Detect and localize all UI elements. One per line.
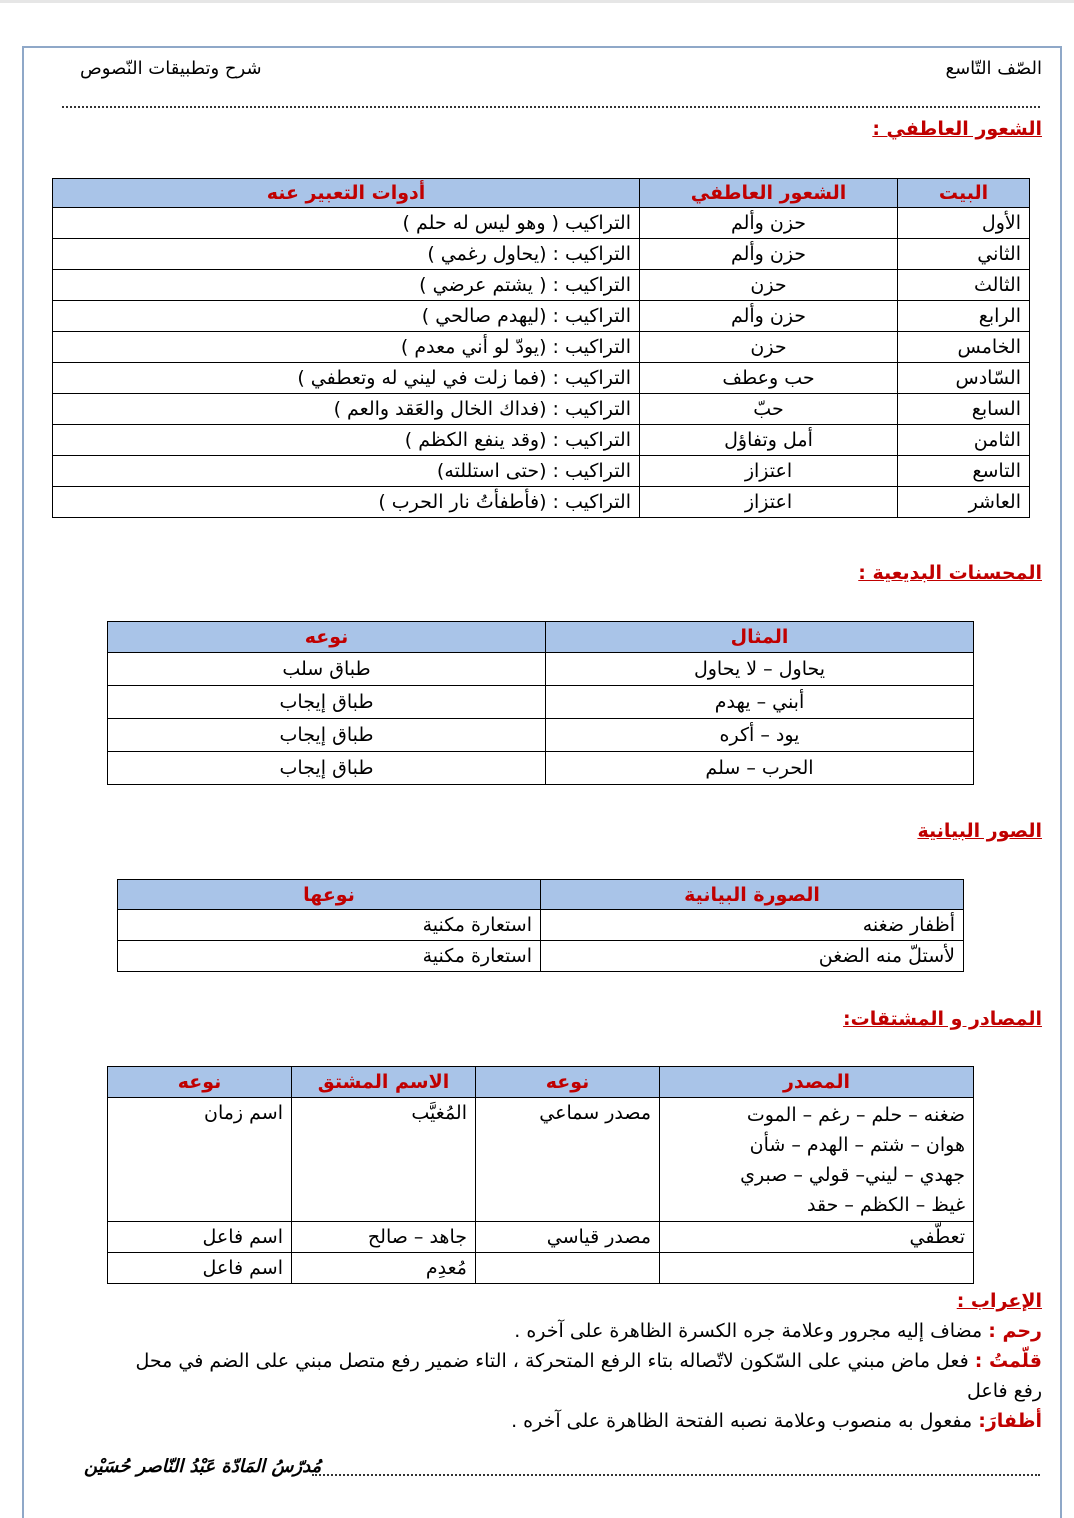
section-title-images: الصور البيانية (917, 820, 1042, 842)
tools-cell: التراكيب : (فأطفأتُ نار الحرب ) (53, 487, 640, 518)
masdar-cell: تعطّفي (660, 1222, 974, 1253)
feeling-cell: حزن وألم (640, 301, 898, 332)
col-header-example: المثال (546, 622, 974, 653)
example-cell: الحرب – سلم (546, 752, 974, 785)
tools-cell: التراكيب : (وقد ينفع الكظم ) (53, 425, 640, 456)
derived-type-cell: اسم فاعل (108, 1222, 292, 1253)
derived-type-cell: اسم زمان (108, 1098, 292, 1222)
table-row (118, 910, 964, 941)
derivs-table (107, 1066, 974, 1284)
masdar-type-cell: مصدر سماعي (476, 1098, 660, 1222)
table-row (53, 487, 1030, 518)
section-title-badee: المحسنات البديعية : (858, 562, 1042, 584)
col-header-derived: الاسم المشتق (292, 1067, 476, 1098)
badee-header-row (108, 622, 974, 653)
table-row (108, 1098, 974, 1222)
col-header-masdar: المصدر (660, 1067, 974, 1098)
feeling-cell: أمل وتفاؤل (640, 425, 898, 456)
section-title-derivs: المصادر و المشتقات: (843, 1008, 1042, 1030)
table-row (108, 752, 974, 785)
masdar-cell (660, 1253, 974, 1284)
feeling-cell: حزن وألم (640, 239, 898, 270)
irab-word: قلّمتُ : (974, 1350, 1042, 1372)
feeling-cell: حزن وألم (640, 208, 898, 239)
badee-table (107, 621, 974, 785)
section-title-feeling: الشعور العاطفي : (872, 118, 1042, 140)
feeling-cell: حب وعطف (640, 363, 898, 394)
verse-cell: السابع (898, 394, 1030, 425)
derived-cell: جاهد – صالح (292, 1222, 476, 1253)
irab-text: مفعول به منصوب وعلامة نصبه الفتحة الظاهرة على آخره . (511, 1410, 979, 1432)
col-header-derived-type: نوعه (108, 1067, 292, 1098)
type-cell: طباق إيجاب (108, 752, 546, 785)
feeling-cell: حزن (640, 332, 898, 363)
example-cell: يود – أكره (546, 719, 974, 752)
irab-line-2 (136, 1350, 1042, 1372)
verse-cell: الثامن (898, 425, 1030, 456)
type-cell: طباق إيجاب (108, 686, 546, 719)
table-row (108, 1253, 974, 1284)
tools-cell: التراكيب : (فداك الخال والعَقد والعم ) (53, 394, 640, 425)
section-title-irab: الإعراب : (956, 1290, 1042, 1312)
page-border-right (1060, 46, 1062, 1518)
irab-word: رحم : (988, 1320, 1042, 1342)
image-type-cell: استعارة مكنية (118, 910, 541, 941)
masdar-line: غيظ – الكظم – حقد (807, 1194, 965, 1216)
irab-text: مضاف إليه مجرور وعلامة جره الكسرة الظاهرة على آخره . (514, 1320, 989, 1342)
table-row (53, 332, 1030, 363)
verse-cell: الخامس (898, 332, 1030, 363)
type-cell: طباق إيجاب (108, 719, 546, 752)
col-header-masdar-type: نوعه (476, 1067, 660, 1098)
feeling-cell: حبّ (640, 394, 898, 425)
masdar-line: هوان – شتم – الهدم – شأن (749, 1134, 965, 1156)
tools-cell: التراكيب ( وهو ليس له حلم ) (53, 208, 640, 239)
table-row (53, 239, 1030, 270)
top-strip (0, 0, 1074, 3)
table-row (108, 686, 974, 719)
table-row (53, 363, 1030, 394)
col-header-image-type: نوعها (118, 880, 541, 910)
irab-line-3 (511, 1410, 1042, 1432)
col-header-tools: أدوات التعبير عنه (53, 179, 640, 208)
images-table (117, 879, 964, 972)
tools-cell: التراكيب : (يحاول رغمي ) (53, 239, 640, 270)
signature-text: مُدرّسُ المَادّة عَبْدُ النّاصر حُسَيْن (84, 1456, 322, 1477)
col-header-image: الصورة البيانية (541, 880, 964, 910)
verse-cell: العاشر (898, 487, 1030, 518)
images-header-row (118, 880, 964, 910)
table-row (53, 270, 1030, 301)
irab-word: أظفارَ: (978, 1410, 1042, 1432)
irab-line-2-cont: رفع فاعل (966, 1380, 1042, 1402)
feeling-header-row (53, 179, 1030, 208)
example-cell: أبني – يهدم (546, 686, 974, 719)
table-row (53, 208, 1030, 239)
table-row (53, 301, 1030, 332)
image-cell: أظفار ضغنه (541, 910, 964, 941)
masdar-line: ضغنه – حلم – رغم – الموت (746, 1104, 965, 1126)
table-row (108, 653, 974, 686)
tools-cell: التراكيب : (حتى استللته) (53, 456, 640, 487)
verse-cell: الرابع (898, 301, 1030, 332)
col-header-verse: البيت (898, 179, 1030, 208)
table-row (53, 425, 1030, 456)
grade-label: الصّف التّاسع (945, 58, 1042, 79)
col-header-type: نوعه (108, 622, 546, 653)
derivs-header-row (108, 1067, 974, 1098)
table-row (108, 1222, 974, 1253)
verse-cell: الثاني (898, 239, 1030, 270)
tools-cell: التراكيب : (فما زلت في ليني له وتعطفي ) (53, 363, 640, 394)
feeling-cell: حزن (640, 270, 898, 301)
verse-cell: الأول (898, 208, 1030, 239)
table-row (53, 394, 1030, 425)
masdar-cell (660, 1098, 974, 1222)
header-divider (62, 106, 1040, 108)
table-row (53, 456, 1030, 487)
subject-label: شرح وتطبيقات النّصوص (80, 58, 262, 79)
type-cell: طباق سلب (108, 653, 546, 686)
table-row (118, 941, 964, 972)
masdar-line: جهدي – ليني– قولي – صبري (740, 1164, 965, 1186)
tools-cell: التراكيب : (ليهدم صالحي ) (53, 301, 640, 332)
col-header-feeling: الشعور العاطفي (640, 179, 898, 208)
example-cell: يحاول – لا يحاول (546, 653, 974, 686)
derived-type-cell: اسم فاعل (108, 1253, 292, 1284)
teacher-signature (84, 1456, 321, 1477)
verse-cell: الثالث (898, 270, 1030, 301)
tools-cell: التراكيب : ( يشتم عرضي ) (53, 270, 640, 301)
masdar-type-cell (476, 1253, 660, 1284)
verse-cell: التاسع (898, 456, 1030, 487)
page-border-left (22, 46, 24, 1518)
verse-cell: السّادس (898, 363, 1030, 394)
irab-text: فعل ماض مبني على السّكون لاتّصاله بتاء الرفع المتحركة ، التاء ضمير رفع متصل مبني على الضم في محل (135, 1350, 975, 1372)
derived-cell: مُعدِم (292, 1253, 476, 1284)
image-type-cell: استعارة مكنية (118, 941, 541, 972)
feeling-table (52, 178, 1030, 518)
feeling-cell: اعتزاز (640, 456, 898, 487)
table-row (108, 719, 974, 752)
irab-line-1 (514, 1320, 1042, 1342)
derived-cell: المُغيَّب (292, 1098, 476, 1222)
masdar-type-cell: مصدر قياسي (476, 1222, 660, 1253)
feeling-cell: اعتزاز (640, 487, 898, 518)
page-border-top (22, 46, 1062, 48)
signature-line (312, 1474, 1040, 1476)
tools-cell: التراكيب : (يودّ لو أني معدم ) (53, 332, 640, 363)
image-cell: لأستلّ منه الضغن (541, 941, 964, 972)
